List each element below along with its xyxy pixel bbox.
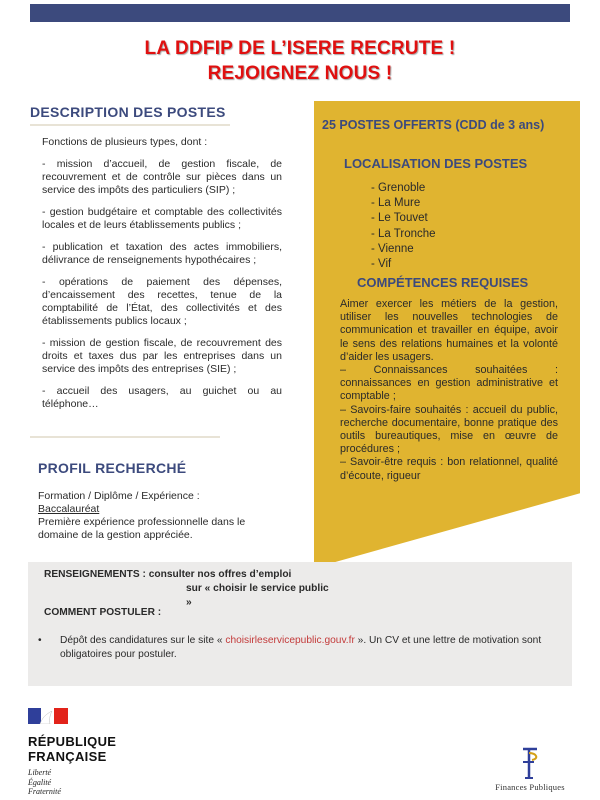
apply-text-before: Dépôt des candidatures sur le site «: [60, 635, 226, 646]
finances-publiques-text: Finances Publiques: [495, 782, 565, 792]
description-item: - mission d’accueil, de gestion fiscale, de recouvrement et de contrôle sur pièces dans un service des impôts des particuliers (SIP) ;: [42, 158, 282, 196]
location-title: LOCALISATION DES POSTES: [344, 156, 528, 171]
renseignements-block: [44, 568, 334, 610]
location-item: - Grenoble: [371, 182, 426, 194]
skills-paragraph: – Savoir-être requis : bon relationnel, qualité d’écoute, rigueur: [340, 456, 558, 482]
description-item: - opérations de paiement des dépenses, d’encaissement des recettes, tenue de la comptabilité de l’État, des collectivités et des établissements publics locaux ;: [42, 276, 282, 327]
profile-title: PROFIL RECHERCHÉ: [38, 460, 187, 476]
motto: [28, 768, 158, 797]
location-item: - Le Touvet: [371, 212, 428, 225]
location-item: - Vienne: [371, 242, 414, 255]
description-bottom-divider: [30, 436, 220, 438]
republique-francaise-logo: [28, 708, 158, 797]
skills-paragraph: – Connaissances souhaitées : connaissances en gestion administrative et comptable ;: [340, 364, 558, 403]
description-title: DESCRIPTION DES POSTES: [30, 104, 226, 120]
apply-text-after: ». Un CV et une lettre de motivation sont obligatoires pour postuler.: [60, 635, 542, 660]
profile-line-1: Formation / Diplôme / Expérience :: [38, 490, 200, 502]
offers-headline: 25 POSTES OFFERTS (CDD de 3 ans): [322, 118, 545, 132]
apply-link[interactable]: choisirleservicepublic.gouv.fr: [225, 635, 355, 646]
location-list: [371, 181, 436, 272]
profile-diploma: Baccalauréat: [38, 503, 100, 515]
profile-text: [38, 490, 282, 542]
description-item: - accueil des usagers, au guichet ou au téléphone…: [42, 385, 282, 410]
finances-publiques-mark-icon: [515, 745, 545, 781]
finances-publiques-logo: [480, 745, 580, 792]
profile-line-3: Première expérience professionnelle dans le domaine de la gestion appréciée.: [38, 516, 246, 541]
description-list: [42, 158, 282, 411]
description-divider: [30, 124, 230, 126]
top-banner-bar: [30, 4, 570, 22]
headline-line-1: LA DDFIP DE L’ISERE RECRUTE !: [144, 38, 456, 59]
motto-fraternite: Fraternité: [28, 787, 61, 796]
skills-paragraph: – Savoirs-faire souhaités : accueil du public, recherche documentaire, bonne pratique des outils bureautiques, mise en œuvre de procédures ;: [340, 403, 558, 456]
motto-liberte: Liberté: [28, 768, 52, 777]
location-item: - La Mure: [371, 197, 421, 210]
marianne-flag-icon: [28, 708, 68, 724]
bullet-dot: •: [38, 635, 42, 646]
page-headline: [0, 36, 600, 86]
renseignements-text-1: consulter nos offres d’emploi: [148, 569, 292, 580]
renseignements-label: RENSEIGNEMENTS :: [44, 569, 146, 580]
francaise-text: FRANÇAISE: [28, 749, 107, 764]
apply-text: [38, 634, 558, 662]
apply-bullet: [38, 634, 558, 662]
headline-line-2: REJOIGNEZ NOUS !: [207, 63, 393, 84]
profile-section: [30, 460, 282, 542]
motto-egalite: Égalité: [28, 777, 52, 787]
skills-paragraph: Aimer exercer les métiers de la gestion, utiliser les nouvelles technologies de communication et travailler en équipe, avoir le sens des relations humaines et la volonté d’aider les usagers.: [340, 298, 558, 363]
description-item: - mission de gestion fiscale, de recouvrement des droits et taxes dus par les entreprises dans un service des impôts des entreprises (SIE) ;: [42, 337, 282, 375]
description-intro: Fonctions de plusieurs types, dont :: [42, 136, 208, 148]
how-to-apply-title: COMMENT POSTULER :: [44, 607, 162, 618]
location-item: - Vif: [371, 258, 392, 271]
description-item: - gestion budgétaire et comptable des collectivités locales et de leurs établissements publics ;: [42, 206, 282, 231]
skills-text: [340, 298, 558, 483]
description-section: [30, 104, 282, 411]
location-item: - La Tronche: [371, 227, 436, 240]
renseignements-text-2: sur « choisir le service public »: [186, 583, 329, 608]
republique-text: RÉPUBLIQUE: [28, 734, 117, 749]
skills-title: COMPÉTENCES REQUISES: [357, 275, 529, 290]
description-item: - publication et taxation des actes immobiliers, délivrance de renseignements hypothécaires ;: [42, 241, 282, 266]
